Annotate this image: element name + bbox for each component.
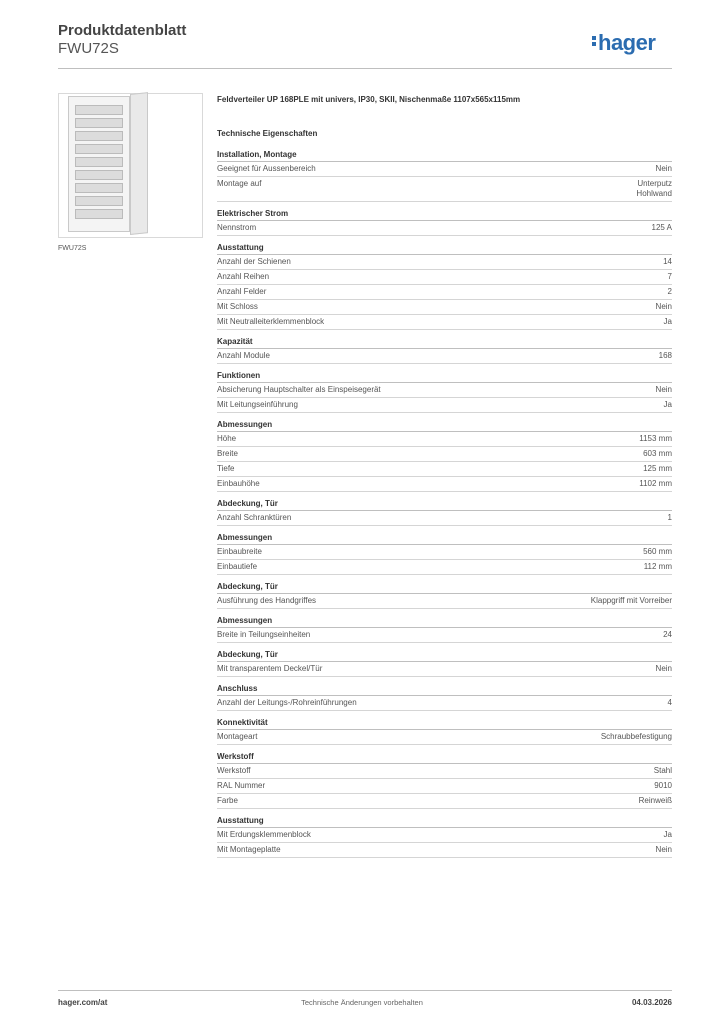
section-title: Abdeckung, Tür: [217, 650, 672, 662]
property-row: [217, 270, 672, 285]
slot: [75, 196, 123, 206]
property-label: Anzahl Schranktüren: [217, 513, 292, 522]
property-row: [217, 300, 672, 315]
property-value: Nein: [655, 385, 672, 394]
property-row: [217, 511, 672, 526]
property-value: 603 mm: [643, 449, 672, 458]
property-label: Anzahl der Schienen: [217, 257, 291, 266]
property-label: Absicherung Hauptschalter als Einspeisegerät: [217, 385, 381, 394]
property-label: Werkstoff: [217, 766, 251, 775]
slot: [75, 209, 123, 219]
property-label: Mit Montageplatte: [217, 845, 281, 854]
property-row: [217, 398, 672, 413]
property-label: Anzahl der Leitungs-/Rohreinführungen: [217, 698, 357, 707]
section-title: Installation, Montage: [217, 150, 672, 162]
product-description: Feldverteiler UP 168PLE mit univers, IP30, SKII, Nischenmaße 1107x565x115mm: [217, 95, 521, 104]
section-title: Abmessungen: [217, 420, 672, 432]
property-value: Nein: [655, 164, 672, 173]
property-value: Ja: [663, 317, 672, 326]
property-row: [217, 594, 672, 609]
property-label: Anzahl Felder: [217, 287, 267, 296]
property-value: 2: [667, 287, 672, 296]
property-value: Nein: [655, 664, 672, 673]
section-title: Ausstattung: [217, 816, 672, 828]
section-title: Werkstoff: [217, 752, 672, 764]
property-row: [217, 462, 672, 477]
property-label: Tiefe: [217, 464, 235, 473]
cabinet-panel: [68, 96, 130, 232]
property-row: [217, 315, 672, 330]
footer-date: 04.03.2026: [631, 998, 672, 1007]
property-label: Einbautiefe: [217, 562, 258, 571]
property-value: Nein: [655, 302, 672, 311]
property-row: [217, 764, 672, 779]
slot: [75, 183, 123, 193]
property-label: Breite in Teilungseinheiten: [217, 630, 311, 639]
slot: [75, 105, 123, 115]
slot: [75, 170, 123, 180]
property-label: Höhe: [217, 434, 237, 443]
logo-dot-icon: [592, 42, 596, 46]
section-title: Anschluss: [217, 684, 672, 696]
property-row: [217, 477, 672, 492]
property-value: 560 mm: [643, 547, 672, 556]
property-value: 14: [663, 257, 672, 266]
property-value: Reinweiß: [638, 796, 672, 805]
property-row: [217, 662, 672, 677]
property-row: [217, 383, 672, 398]
logo-text: hager: [598, 30, 656, 55]
property-row: [217, 628, 672, 643]
property-label: Mit transparentem Deckel/Tür: [217, 664, 323, 673]
section-title: Abmessungen: [217, 533, 672, 545]
property-row: [217, 730, 672, 745]
property-row: [217, 447, 672, 462]
property-value: 1: [667, 513, 672, 522]
slot: [75, 157, 123, 167]
property-label: Nennstrom: [217, 223, 257, 232]
property-row: [217, 560, 672, 575]
property-label: Mit Leitungseinführung: [217, 400, 298, 409]
property-row: [217, 696, 672, 711]
property-label: Mit Erdungsklemmenblock: [217, 830, 311, 839]
property-value: Schraubbefestigung: [600, 732, 672, 741]
property-label: Breite: [217, 449, 238, 458]
property-value: 1153 mm: [639, 434, 672, 443]
properties-heading: Technische Eigenschaften: [217, 129, 318, 138]
property-row: [217, 794, 672, 809]
header-divider: [58, 68, 672, 69]
cabinet-slots: [75, 105, 123, 223]
product-code: FWU72S: [58, 40, 119, 57]
property-value: 7: [667, 272, 672, 281]
property-row: [217, 177, 672, 202]
cabinet-door: [130, 92, 148, 235]
hager-logo: [592, 30, 655, 56]
footer-disclaimer: Technische Änderungen vorbehalten: [301, 998, 423, 1007]
property-row: [217, 779, 672, 794]
footer-divider: [58, 990, 672, 991]
image-caption: FWU72S: [58, 245, 87, 252]
property-label: RAL Nummer: [217, 781, 266, 790]
property-label: Montage auf: [217, 179, 262, 188]
property-sections: [217, 150, 672, 858]
property-label: Mit Schloss: [217, 302, 258, 311]
property-value: 4: [667, 698, 672, 707]
section-title: Konnektivität: [217, 718, 672, 730]
property-row: [217, 221, 672, 236]
property-row: [217, 432, 672, 447]
property-row: [217, 843, 672, 858]
property-value: Klappgriff mit Vorreiber: [590, 596, 672, 605]
property-value: 1102 mm: [639, 479, 672, 488]
property-row: [217, 255, 672, 270]
logo-dot-icon: [592, 36, 596, 40]
section-title: Elektrischer Strom: [217, 209, 672, 221]
property-label: Ausführung des Handgriffes: [217, 596, 317, 605]
property-label: Anzahl Reihen: [217, 272, 270, 281]
property-value: 168: [658, 351, 672, 360]
property-value: 24: [663, 630, 672, 639]
property-value: Unterputz Hohlwand: [636, 179, 672, 198]
property-row: [217, 162, 672, 177]
slot: [75, 118, 123, 128]
section-title: Abdeckung, Tür: [217, 582, 672, 594]
property-value: 125 A: [651, 223, 672, 232]
section-title: Ausstattung: [217, 243, 672, 255]
property-value: Nein: [655, 845, 672, 854]
property-label: Farbe: [217, 796, 238, 805]
section-title: Kapazität: [217, 337, 672, 349]
product-details: [217, 95, 672, 858]
property-row: [217, 828, 672, 843]
property-label: Einbaubreite: [217, 547, 262, 556]
property-value: 9010: [654, 781, 672, 790]
property-value: Ja: [663, 830, 672, 839]
property-value: 112 mm: [643, 562, 672, 571]
section-title: Abmessungen: [217, 616, 672, 628]
property-row: [217, 349, 672, 364]
property-label: Einbauhöhe: [217, 479, 260, 488]
slot: [75, 131, 123, 141]
property-row: [217, 545, 672, 560]
property-value: 125 mm: [643, 464, 672, 473]
page-title: Produktdatenblatt: [58, 22, 187, 39]
footer-website[interactable]: hager.com/at: [58, 998, 108, 1007]
property-label: Geeignet für Aussenbereich: [217, 164, 316, 173]
slot: [75, 144, 123, 154]
property-value: Stahl: [653, 766, 672, 775]
property-value: Ja: [663, 400, 672, 409]
property-row: [217, 285, 672, 300]
section-title: Funktionen: [217, 371, 672, 383]
property-label: Mit Neutralleiterklemmenblock: [217, 317, 325, 326]
property-label: Montageart: [217, 732, 258, 741]
section-title: Abdeckung, Tür: [217, 499, 672, 511]
property-label: Anzahl Module: [217, 351, 270, 360]
